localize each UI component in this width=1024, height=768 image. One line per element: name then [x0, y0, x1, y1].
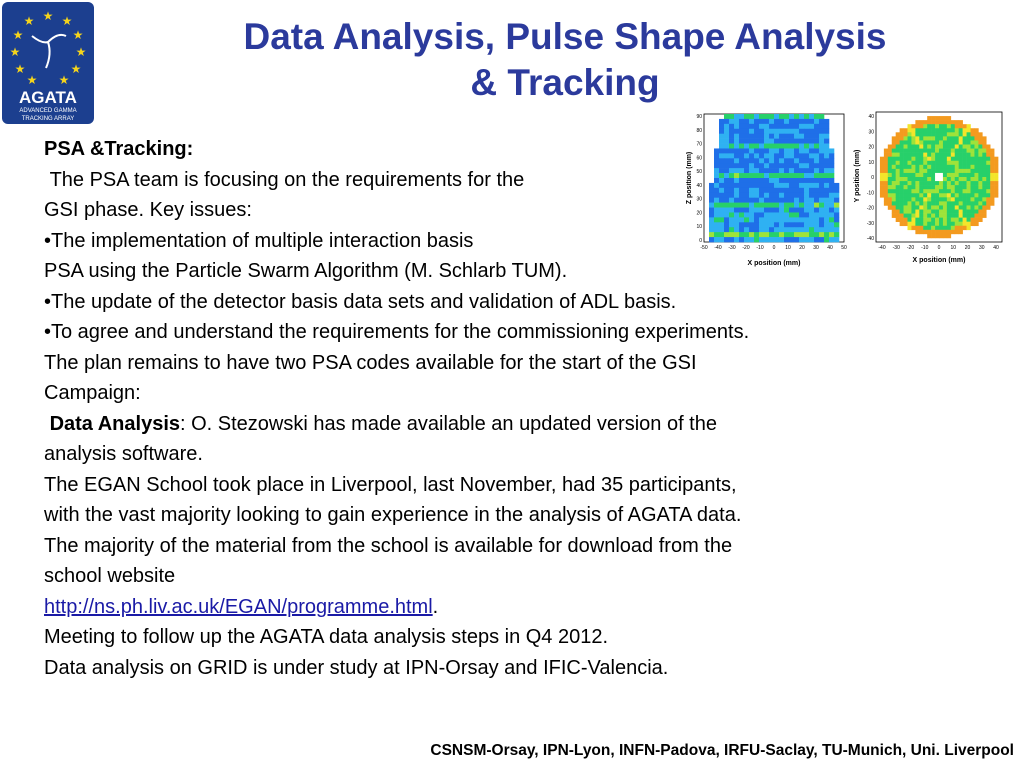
right-ytick: -20 [866, 205, 874, 212]
right-xtick: 20 [964, 245, 971, 251]
psa-heading: PSA &Tracking: [44, 138, 194, 160]
right-xlabel: X position (mm) [912, 257, 966, 264]
left-xtick: 0 [772, 245, 776, 251]
svg-text:★: ★ [58, 73, 70, 87]
left-ytick: 80 [696, 127, 702, 134]
right-xtick: -40 [878, 245, 886, 251]
left-ytick: 90 [696, 114, 702, 120]
svg-text:★: ★ [70, 62, 82, 76]
psa-line-1: The PSA team is focusing on the requirements for the [44, 168, 525, 191]
left-xtick: 40 [827, 245, 833, 251]
left-ytick: 60 [696, 155, 702, 162]
psa-line-2: GSI phase. Key issues: [44, 199, 252, 221]
left-xtick: 50 [841, 245, 847, 251]
left-xtick: 10 [785, 245, 791, 251]
right-xtick: 30 [978, 245, 985, 251]
svg-text:★: ★ [61, 14, 73, 28]
logo-subtitle-1: ADVANCED GAMMA [19, 108, 77, 114]
svg-text:★: ★ [9, 45, 21, 59]
right-xtick: -20 [906, 245, 915, 251]
plan-line-1: The plan remains to have two PSA codes available for the start of the GSI [44, 351, 697, 374]
svg-text:★: ★ [75, 45, 87, 59]
right-xtick: 10 [950, 245, 957, 251]
right-ytick: 0 [871, 175, 874, 181]
logo-name: AGATA [19, 88, 77, 107]
svg-text:★: ★ [72, 28, 84, 42]
right-xtick: 0 [937, 245, 941, 251]
left-ylabel: Z position (mm) [686, 151, 693, 205]
left-xlabel: X position (mm) [747, 260, 801, 267]
right-ytick: 30 [868, 129, 874, 136]
left-xtick: -30 [728, 245, 736, 251]
bullet-1-line-1: •The implementation of multiple interaction basis [44, 229, 474, 252]
svg-text:★: ★ [23, 14, 35, 28]
egan-programme-link[interactable]: http://ns.ph.liv.ac.uk/EGAN/programme.html [44, 595, 433, 618]
slide-title [150, 14, 980, 106]
logo-subtitle-2: TRACKING ARRAY [21, 116, 75, 122]
svg-text:★: ★ [26, 73, 38, 87]
left-ytick: 10 [696, 224, 702, 231]
left-ytick: 70 [696, 141, 702, 148]
meeting-line: Meeting to follow up the AGATA data analysis steps in Q4 2012. [44, 626, 609, 648]
left-ytick: 20 [696, 210, 702, 217]
right-ytick: -40 [866, 236, 874, 242]
right-ytick: 20 [868, 144, 874, 151]
bullet-3: •To agree and understand the requirements for the commissioning experiments. [44, 321, 750, 343]
material-line-2: school website [44, 565, 176, 587]
left-xtick: 20 [799, 245, 805, 251]
left-xtick: -40 [714, 245, 722, 251]
eu-stars-icon [10, 9, 87, 87]
material-line-1: The majority of the material from the school is available for download from the [44, 534, 733, 557]
right-ytick: -10 [866, 190, 874, 197]
data-analysis-line-2: analysis software. [44, 443, 203, 465]
institutions-footer: CSNSM-Orsay, IPN-Lyon, INFN-Padova, IRFU-Saclay, TU-Munich, Uni. Liverpool [430, 742, 1014, 759]
left-ytick: 50 [696, 169, 702, 176]
left-ytick: 0 [699, 238, 702, 244]
bullet-1-line-2: PSA using the Particle Swarm Algorithm (M. Schlarb TUM). [44, 260, 568, 282]
left-ytick: 30 [696, 196, 702, 203]
plan-line-2: Campaign: [44, 382, 141, 404]
right-xtick: 40 [993, 245, 999, 251]
right-ytick: 40 [868, 114, 874, 120]
right-ytick: 10 [868, 159, 874, 166]
title-line-2: & Tracking [470, 62, 660, 103]
left-xtick: 30 [813, 245, 819, 251]
left-xtick: -10 [756, 245, 764, 251]
egan-line-1: The EGAN School took place in Liverpool, last November, had 35 participants, [44, 473, 737, 496]
data-analysis-label: Data Analysis [49, 412, 180, 435]
svg-text:★: ★ [14, 62, 26, 76]
school-link-line: http://ns.ph.liv.ac.uk/EGAN/programme.html. [44, 595, 439, 618]
agata-logo [2, 2, 94, 124]
right-ylabel: Y position (mm) [854, 149, 861, 203]
right-ytick: -30 [866, 220, 874, 227]
svg-text:★: ★ [42, 9, 54, 23]
data-analysis-line-1: Data Analysis: O. Stezowski has made available an updated version of the [49, 412, 717, 435]
svg-text:★: ★ [12, 28, 24, 42]
right-xtick: -10 [921, 245, 929, 251]
egan-line-2: with the vast majority looking to gain experience in the analysis of AGATA data. [44, 504, 742, 526]
left-xtick: -50 [700, 245, 708, 251]
left-ytick: 40 [696, 182, 702, 189]
gamma-track-icon [32, 35, 66, 68]
grid-line: Data analysis on GRID is under study at IPN-Orsay and IFIC-Valencia. [44, 656, 669, 679]
title-line-1: Data Analysis, Pulse Shape Analysis [243, 16, 887, 57]
right-xtick: -30 [892, 245, 900, 251]
left-xtick: -20 [742, 245, 750, 251]
slide-body [44, 134, 974, 683]
bullet-2: •The update of the detector basis data sets and validation of ADL basis. [44, 290, 677, 313]
